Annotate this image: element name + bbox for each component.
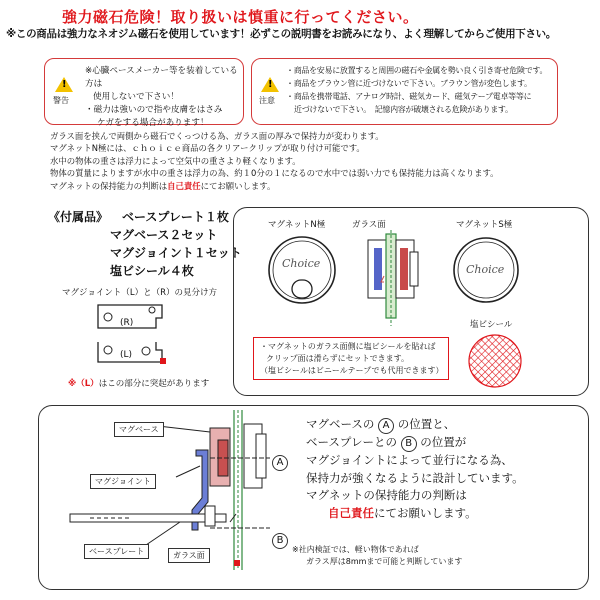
caution-triangle-icon	[261, 77, 279, 92]
vinyl-note-line: ・マグネットのガラス面側に塩ビシールを貼れば	[260, 342, 436, 351]
joint-guide-title: マグジョイント（L）と（R）の見分け方	[62, 288, 217, 298]
marker-a: A	[272, 455, 288, 471]
explanation-line-2	[306, 434, 524, 452]
accessory-item: マグベース２セット	[110, 228, 218, 242]
joint-note	[68, 377, 209, 389]
warning-left-line: ・磁力は強いので指や皮膚をはさみ	[85, 105, 223, 115]
vinyl-note-line: （塩ビシールはビニールテープでも代用できます）	[260, 366, 444, 375]
joint-guide-illustration	[90, 300, 180, 380]
warning-right-line: ・商品をブラウン管に近づけないで下さい。ブラウン管が変色します。	[286, 79, 532, 88]
choice-logo-s: Choice	[466, 263, 505, 276]
line2-post: の位置が	[420, 435, 467, 449]
warning-left-line: 使用しないで下さい！	[93, 92, 179, 102]
test-note	[292, 544, 462, 568]
line2-pre: ベースプレーとの	[306, 435, 397, 449]
choice-logo-n: Choice	[282, 257, 321, 270]
magnet-s-label: マグネットS極	[456, 220, 513, 230]
marker-b: B	[272, 533, 288, 549]
marker-a-circle	[272, 450, 288, 471]
warning-label: 警告	[53, 96, 69, 105]
joint-l-label: (L)	[120, 350, 133, 360]
accessory-item: ベースプレート１枚	[122, 210, 229, 224]
description	[50, 130, 590, 192]
warning-box-left	[44, 58, 244, 128]
joint-note-rest: はこの部分に突起があります	[98, 379, 210, 389]
self-responsibility: 自己責任	[167, 180, 201, 191]
line1-pre: マグベースの	[306, 417, 375, 431]
vinyl-note-line: クリップ面は滑らずにセットできます。	[266, 354, 410, 363]
warning-triangle-icon	[55, 77, 73, 92]
description-line-last	[50, 180, 590, 192]
warning-right-line: ・商品を携帯電話、アナログ時計、磁気カード、磁気テープ電卓等等に	[286, 92, 532, 101]
description-line: 水中の物体の重さは浮力によって空気中の重さより軽くなります。	[50, 155, 301, 166]
vinyl-seal-label: 塩ビシール	[470, 320, 513, 330]
page-subtitle: ※この商品は強力なネオジム磁石を使用しています！必ずこの説明書をお読みになり、よく理解してからご使用下さい。	[6, 28, 557, 40]
description-line: 物体の質量によりますが水中の重さは浮力の為、約１0分の１になるので水中では弱い力でも保持能力は高くなります。	[50, 168, 499, 179]
glass-tag: ガラス面	[168, 548, 210, 563]
magnet-illustration	[250, 230, 580, 335]
line6-red: 自己責任	[328, 505, 374, 520]
vinyl-note-box	[253, 337, 449, 380]
accessory-item: 塩ビシール４枚	[110, 264, 194, 278]
warning-left-line: ※心臓ペースメーカー等を装着している方は	[85, 66, 238, 89]
joint-r-label: (R)	[120, 318, 134, 328]
vinyl-seal-illustration	[467, 333, 523, 389]
description-last-prefix: マグネットの保持能力の判断は	[50, 180, 168, 191]
warning-right-line: ・商品を安易に放置すると周囲の磁石や金属を勢い良く引き寄せ危険です。	[286, 66, 548, 75]
accessories-heading: 《付属品》	[48, 210, 109, 224]
explanation-line-6	[306, 505, 524, 523]
assembly-explanation	[306, 416, 524, 522]
explanation-line-3: マグジョイントによって並行になる為、	[306, 453, 513, 467]
accessory-item: マグジョイント１セット	[110, 246, 242, 260]
magnet-n-label: マグネットN極	[268, 220, 326, 230]
joint-note-red: ※（L）	[68, 379, 99, 389]
explanation-line-1	[306, 416, 524, 434]
description-last-suffix: にてお願いします。	[200, 180, 276, 191]
glass-label-top: ガラス面	[352, 220, 386, 230]
test-note-line: ※社内検証では、軽い物体であれば	[292, 545, 419, 554]
description-line: マグネットN極には、ｃｈｏｉｃｅ商品の各クリアークリップが取り付け可能です。	[50, 143, 365, 154]
mag-joint-tag: マグジョイント	[90, 474, 156, 489]
inline-b: B	[401, 436, 417, 452]
line6-post: にてお願いします。	[374, 505, 477, 520]
explanation-line-5: マグネットの保持能力の判断は	[306, 488, 467, 502]
caution-label: 注意	[259, 96, 275, 105]
mag-base-tag: マグベース	[114, 422, 164, 437]
warning-left-line: ケガをする場合があります！	[97, 118, 209, 128]
test-note-line: ガラス厚は8mmまで可能と判断しています	[306, 557, 463, 566]
page-title: 強力磁石危険！取り扱いは慎重に行ってください。	[62, 8, 419, 26]
base-plate-tag: ベースプレート	[84, 544, 149, 559]
explanation-line-4: 保持力が強くなるように設計しています。	[306, 470, 524, 485]
warning-right-line: 近づけないで下さい。 記憶内容が破壊される危険があります。	[294, 105, 513, 114]
description-line: ガラス面を挟んで両側から磁石でくっつける為、ガラス面の厚みで保持力が変わります。	[50, 131, 384, 141]
line1-post: の位置と、	[397, 417, 456, 431]
inline-a: A	[378, 418, 394, 434]
marker-b-circle	[272, 528, 288, 549]
warning-box-right	[251, 58, 558, 125]
